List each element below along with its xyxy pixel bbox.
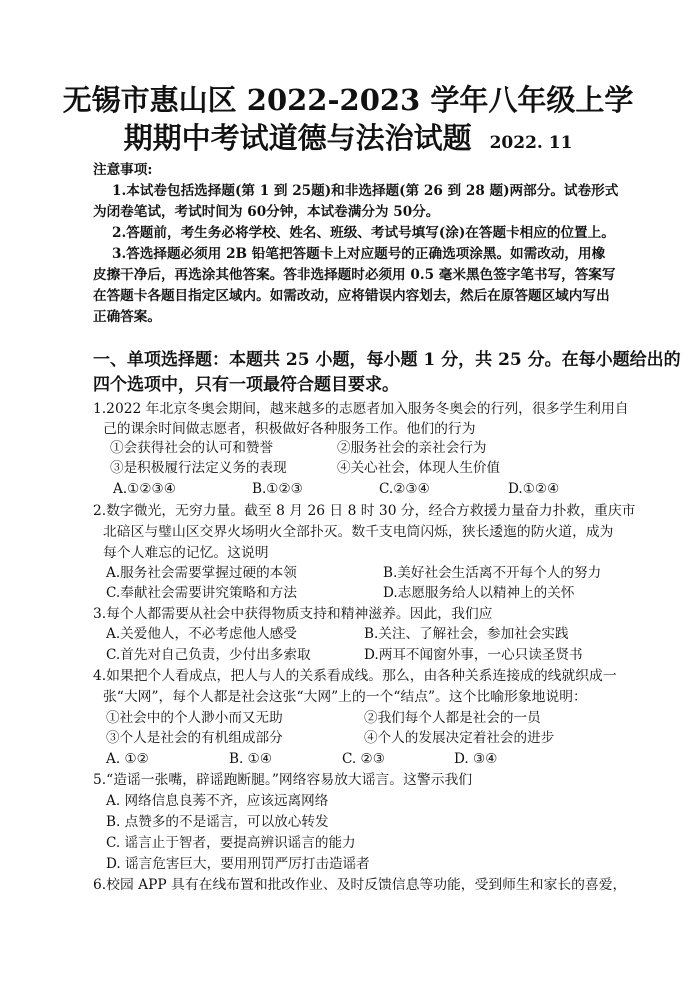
question-4-option-d: D. ③④: [454, 751, 498, 767]
question-1-option-a: A.①②③④: [113, 481, 176, 497]
question-1-item: ②服务社会的亲社会行为: [337, 440, 487, 456]
question-3-option-b: B.关注、了解社会，参加社会实践: [364, 626, 569, 642]
question-4-option-c: C. ②③: [342, 751, 385, 767]
question-4-option-a: A. ①②: [106, 751, 149, 767]
question-4-option-b: B. ①④: [229, 751, 273, 767]
question-1-item: ④关心社会，体现人生价值: [337, 460, 501, 476]
question-3-option-a: A.关爱他人，不必考虑他人感受: [106, 626, 297, 642]
notice-line: 1.本试卷包括选择题(第 1 到 25题)和非选择题(第 26 到 28 题)两部分。试卷形式: [112, 183, 619, 199]
notice-line: 在答题卡各题目指定区域内。如需改动，应将错误内容划去，然后在原答题区域内写出: [93, 288, 610, 304]
section-heading-line1: 一、单项选择题：本题共 25 小题，每小题 1 分，共 25 分。在每小题给出的: [93, 350, 681, 370]
question-4-stem: 张“大网”，每个人都是社会这张“大网”上的一个“结点”。这个比喻形象地说明：: [103, 689, 587, 705]
question-1-stem: 己的课余时间做志愿者，积极做好各种服务工作。他们的行为: [103, 421, 476, 437]
notice-line: 皮擦干净后，再选涂其他答案。答非选择题时必须用 0.5 毫米黑色签字笔书写，答案写: [93, 267, 616, 283]
question-1-item: ①会获得社会的认可和赞誉: [110, 440, 274, 456]
exam-title-line1: 无锡市惠山区 2022-2023 学年八年级上学: [62, 83, 634, 117]
question-1-stem: 1.2022 年北京冬奥会期间，越来越多的志愿者加入服务冬奥会的行列，很多学生利用自: [93, 401, 629, 417]
notice-line: 为闭卷笔试，考试时间为 60分钟，本试卷满分为 50分。: [93, 204, 440, 220]
question-1-option-d: D.①②④: [508, 481, 560, 497]
question-5-option-d: D. 谣言危害巨大，要用刑罚严厉打击造谣者: [106, 856, 370, 872]
notice-line: 正确答案。: [93, 309, 161, 325]
question-3-option-d: D.两耳不闻窗外事，一心只读圣贤书: [364, 647, 583, 663]
exam-title-text: 期期中考试道德与法治试题: [123, 121, 472, 155]
question-1-option-c: C.②③④: [379, 481, 430, 497]
exam-date: 2022. 11: [489, 133, 573, 153]
notice-line: 2.答题前，考生务必将学校、姓名、班级、考试号填写(涂)在答题卡相应的位置上。: [112, 225, 615, 241]
question-4-item: ②我们每个人都是社会的一员: [364, 710, 541, 726]
question-3-option-c: C.首先对自己负责，少付出多索取: [106, 647, 311, 663]
exam-title-line2: [0, 118, 696, 163]
question-1-option-b: B.①②③: [252, 481, 303, 497]
question-1-item: ③是积极履行法定义务的表现: [110, 460, 287, 476]
section-heading-line2: 四个选项中，只有一项最符合题目要求。: [93, 375, 399, 395]
question-4-item: ④个人的发展决定着社会的进步: [364, 730, 555, 746]
question-2-stem: 2.数字微光，无穷力量。截至 8 月 26 日 8 时 30 分，经合方救援力量奋力扑救，重庆市: [93, 503, 636, 519]
question-3-stem: 3.每个人都需要从社会中获得物质支持和精神滋养。因此，我们应: [93, 606, 493, 622]
question-2-stem: 北碚区与璧山区交界火场明火全部扑灭。数千支电筒闪烁，狭长逶迤的防火道，成为: [103, 524, 614, 540]
question-5-option-b: B. 点赞多的不是谣言，可以放心转发: [106, 814, 329, 830]
question-6-stem: 6.校园 APP 具有在线布置和批改作业、及时反馈信息等功能，受到师生和家长的喜爱，: [93, 877, 627, 893]
question-5-option-a: A. 网络信息良莠不齐，应该远离网络: [106, 793, 329, 809]
question-4-item: ③个人是社会的有机组成部分: [106, 730, 283, 746]
question-4-stem: 4.如果把个人看成点，把人与人的关系看成线。那么，由各种关系连接成的线就织成一: [93, 668, 617, 684]
notice-heading: 注意事项:: [93, 162, 153, 178]
question-2-stem: 每个人难忘的记忆。这说明: [103, 545, 269, 561]
question-5-stem: 5.“造谣一张嘴，辟谣跑断腿。”网络容易放大谣言。这警示我们: [93, 772, 473, 788]
question-2-option-c: C.奉献社会需要讲究策略和方法: [106, 585, 297, 601]
question-2-option-a: A.服务社会需要掌握过硬的本领: [106, 565, 297, 581]
question-2-option-b: B.美好社会生活离不开每个人的努力: [383, 565, 602, 581]
question-5-option-c: C. 谣言止于智者，要提高辨识谣言的能力: [106, 835, 356, 851]
notice-line: 3.答选择题必须用 2B 铅笔把答题卡上对应题号的正确选项涂黑。如需改动，用橡: [112, 246, 606, 262]
question-4-item: ①社会中的个人渺小而又无助: [106, 710, 283, 726]
question-2-option-d: D.志愿服务给人以精神上的关怀: [383, 585, 575, 601]
